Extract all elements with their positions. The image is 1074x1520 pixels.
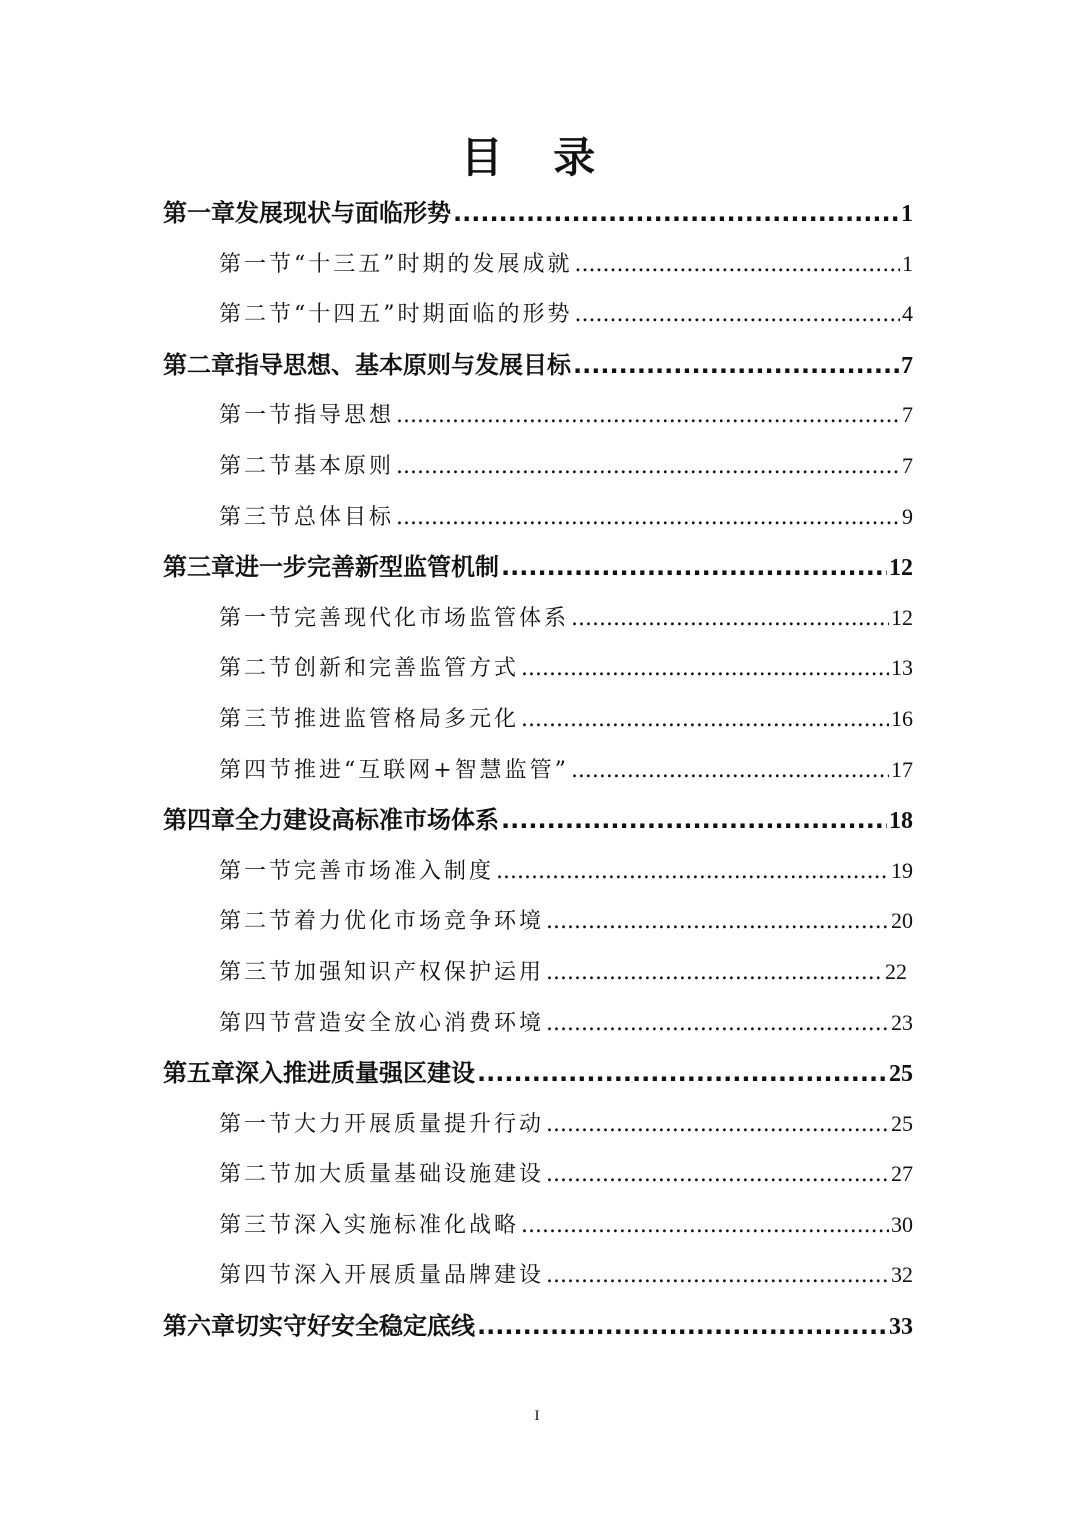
toc-entry-page-number: 33 bbox=[889, 1314, 913, 1341]
toc-entry-page-number: 19 bbox=[891, 857, 913, 883]
toc-entry-page-number: 17 bbox=[891, 756, 913, 782]
toc-entry-text: 第一节完善市场准入制度 bbox=[219, 858, 495, 884]
toc-section-entry[interactable] bbox=[0, 1099, 913, 1150]
toc-dot-leader bbox=[546, 948, 883, 999]
toc-entry-text: 第一节指导思想 bbox=[219, 403, 395, 429]
toc-entry-text: 第三节加强知识产权保护运用 bbox=[219, 959, 545, 985]
page-number: I bbox=[534, 1408, 540, 1424]
toc-list bbox=[0, 188, 1074, 1352]
toc-entry-text: 第二节“十四五”时期面临的形势 bbox=[219, 302, 573, 328]
toc-entry-text: 第五章深入推进质量强区建设 bbox=[163, 1059, 475, 1088]
toc-entry-page-number: 12 bbox=[891, 604, 913, 630]
toc-dot-leader bbox=[521, 644, 889, 695]
toc-dot-leader bbox=[546, 897, 889, 948]
toc-dot-leader bbox=[501, 795, 887, 846]
toc-chapter-entry[interactable] bbox=[0, 1048, 913, 1099]
toc-dot-leader bbox=[453, 188, 899, 239]
toc-entry-page-number: 20 bbox=[891, 908, 913, 934]
toc-entry-page-number: 12 bbox=[889, 555, 913, 582]
toc-entry-page-number: 7 bbox=[902, 402, 913, 428]
toc-entry-text: 第三节深入实施标准化战略 bbox=[219, 1212, 520, 1238]
toc-section-entry[interactable] bbox=[0, 896, 913, 947]
toc-entry-text: 第三章进一步完善新型监管机制 bbox=[163, 553, 499, 582]
toc-section-entry[interactable] bbox=[0, 1250, 913, 1301]
toc-section-entry[interactable] bbox=[0, 239, 913, 290]
toc-dot-leader bbox=[573, 340, 899, 391]
toc-entry-page-number: 4 bbox=[902, 301, 913, 327]
toc-entry-text: 第六章切实守好安全稳定底线 bbox=[163, 1312, 475, 1341]
toc-entry-page-number: 7 bbox=[902, 452, 913, 478]
toc-entry-text: 第四节推进“互联网+智慧监管” bbox=[219, 757, 569, 783]
toc-chapter-entry[interactable] bbox=[0, 542, 913, 593]
toc-dot-leader bbox=[501, 542, 887, 593]
toc-entry-page-number: 32 bbox=[891, 1262, 913, 1288]
toc-chapter-entry[interactable] bbox=[0, 795, 913, 846]
toc-dot-leader bbox=[575, 290, 901, 341]
toc-entry-page-number: 27 bbox=[891, 1161, 913, 1187]
toc-entry-page-number: 18 bbox=[889, 808, 913, 835]
toc-entry-page-number: 25 bbox=[889, 1061, 913, 1088]
toc-dot-leader bbox=[571, 746, 889, 797]
toc-section-entry[interactable] bbox=[0, 289, 913, 340]
toc-section-entry[interactable] bbox=[0, 390, 913, 441]
toc-entry-text: 第二节创新和完善监管方式 bbox=[219, 656, 520, 682]
toc-entry-text: 第二节基本原则 bbox=[219, 453, 395, 479]
toc-title: 目 录 bbox=[460, 133, 614, 182]
toc-dot-leader bbox=[477, 1048, 887, 1099]
toc-dot-leader bbox=[396, 493, 900, 544]
toc-dot-leader bbox=[571, 594, 889, 645]
toc-entry-text: 第三节总体目标 bbox=[219, 504, 395, 530]
toc-entry-text: 第一节“十三五”时期的发展成就 bbox=[219, 251, 573, 277]
toc-entry-page-number: 30 bbox=[891, 1211, 913, 1237]
toc-entry-text: 第二节着力优化市场竞争环境 bbox=[219, 909, 545, 935]
toc-dot-leader bbox=[521, 1201, 889, 1252]
toc-entry-page-number: 16 bbox=[891, 705, 913, 731]
toc-entry-page-number: 22 bbox=[885, 958, 907, 984]
toc-section-entry[interactable] bbox=[0, 492, 913, 543]
toc-entry-page-number: 23 bbox=[891, 1009, 913, 1035]
toc-entry-page-number: 25 bbox=[891, 1110, 913, 1136]
toc-entry-text: 第二章指导思想、基本原则与发展目标 bbox=[163, 350, 571, 379]
toc-section-entry[interactable] bbox=[0, 694, 913, 745]
toc-entry-text: 第四章全力建设高标准市场体系 bbox=[163, 806, 499, 835]
toc-dot-leader bbox=[396, 442, 900, 493]
toc-entry-page-number: 13 bbox=[891, 655, 913, 681]
toc-dot-leader bbox=[477, 1301, 887, 1352]
toc-section-entry[interactable] bbox=[0, 1200, 913, 1251]
toc-entry-text: 第三节推进监管格局多元化 bbox=[219, 706, 520, 732]
toc-section-entry[interactable] bbox=[0, 643, 913, 694]
toc-section-entry[interactable] bbox=[0, 947, 907, 998]
toc-entry-page-number: 9 bbox=[902, 503, 913, 529]
toc-dot-leader bbox=[496, 847, 889, 898]
toc-entry-text: 第二节加大质量基础设施建设 bbox=[219, 1162, 545, 1188]
toc-chapter-entry[interactable] bbox=[0, 188, 913, 239]
toc-dot-leader bbox=[396, 391, 900, 442]
toc-section-entry[interactable] bbox=[0, 1149, 913, 1200]
toc-entry-text: 第四节营造安全放心消费环境 bbox=[219, 1010, 545, 1036]
toc-section-entry[interactable] bbox=[0, 846, 913, 897]
toc-chapter-entry[interactable] bbox=[0, 1301, 913, 1352]
toc-dot-leader bbox=[546, 1251, 889, 1302]
toc-entry-text: 第一节大力开展质量提升行动 bbox=[219, 1111, 545, 1137]
toc-entry-text: 第一节完善现代化市场监管体系 bbox=[219, 605, 570, 631]
toc-entry-page-number: 1 bbox=[901, 201, 913, 227]
toc-section-entry[interactable] bbox=[0, 441, 913, 492]
toc-entry-page-number: 7 bbox=[901, 352, 913, 379]
toc-dot-leader bbox=[546, 1150, 889, 1201]
toc-dot-leader bbox=[546, 1100, 889, 1151]
toc-entry-text: 第四节深入开展质量品牌建设 bbox=[219, 1263, 545, 1289]
toc-section-entry[interactable] bbox=[0, 593, 913, 644]
toc-dot-leader bbox=[546, 999, 889, 1050]
toc-dot-leader bbox=[575, 240, 901, 291]
toc-entry-text: 第一章发展现状与面临形势 bbox=[163, 199, 451, 227]
toc-dot-leader bbox=[521, 695, 889, 746]
toc-entry-page-number: 1 bbox=[902, 250, 913, 276]
toc-section-entry[interactable] bbox=[0, 998, 913, 1049]
toc-section-entry[interactable] bbox=[0, 745, 913, 796]
toc-chapter-entry[interactable] bbox=[0, 340, 913, 391]
